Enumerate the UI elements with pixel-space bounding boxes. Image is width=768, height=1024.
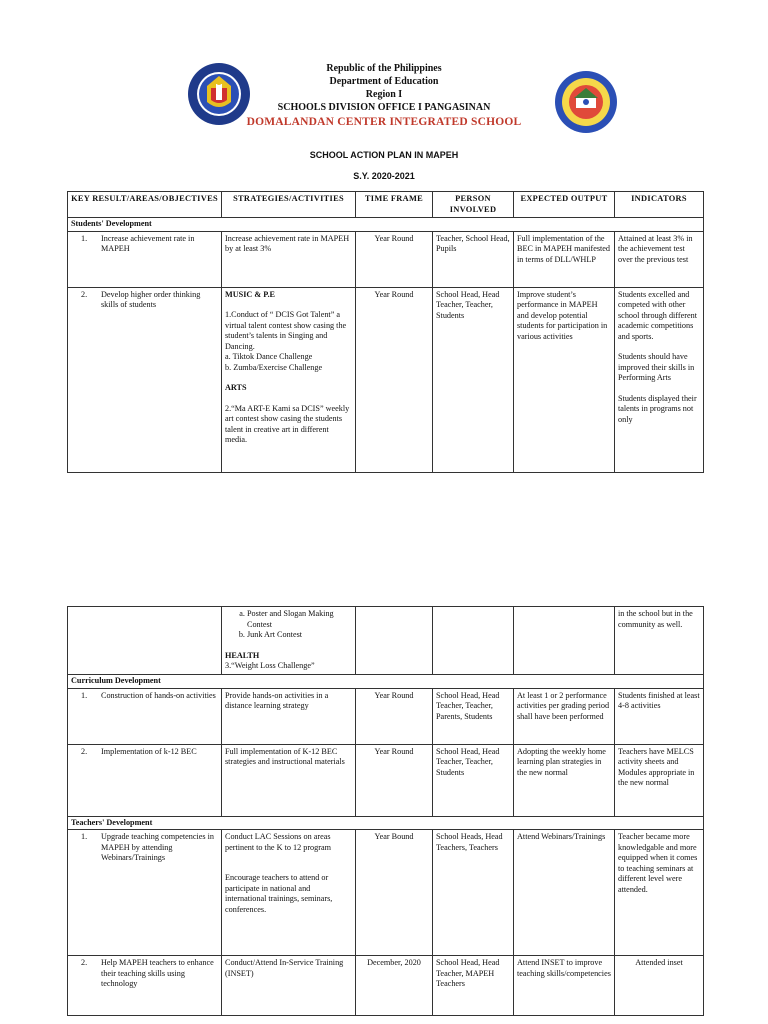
section-row-teachers (68, 816, 704, 830)
indicator-cell (615, 287, 704, 472)
person-cell: School Head, Head Teacher, Teacher, Parents, Students (433, 688, 514, 744)
row-number: 1. (81, 690, 88, 700)
time-frame-cell: Year Round (356, 231, 433, 287)
output-cell: Adopting the weekly home learning plan strategies in the new normal (514, 744, 615, 816)
time-frame-cell: Year Round (356, 688, 433, 744)
indicator-cell: Attended inset (615, 956, 704, 1016)
person-cell: School Head, Head Teacher, Teacher, Students (433, 744, 514, 816)
letterhead (0, 62, 768, 128)
col-header-objectives: KEY RESULT/AREAS/OBJECTIVES (68, 192, 222, 218)
row-number: 1. (81, 233, 88, 243)
strategy-text-1: Conduct LAC Sessions on areas pertinent to the K to 12 program (225, 832, 331, 852)
region-line: Region I (365, 89, 403, 100)
indicator-cell: Teacher became more knowledgable and more equipped when it comes to teaching seminars at different level were attended. (615, 830, 704, 956)
time-frame-cell: Year Bound (356, 830, 433, 956)
music-item-a: a. Tiktok Dance Challenge (225, 352, 313, 361)
indicator-cell: Teachers have MELCS activity sheets and Modules appropriate in the new normal (615, 744, 704, 816)
output-cell: Attend Webinars/Trainings (514, 830, 615, 956)
row-number: 2. (81, 289, 88, 299)
objective-cell (68, 744, 222, 816)
table-row-continued (68, 607, 704, 675)
col-header-indicators: INDICATORS (615, 192, 704, 218)
col-header-output: EXPECTED OUTPUT (514, 192, 615, 218)
row-number: 2. (81, 746, 88, 756)
output-cell: At least 1 or 2 performance activities per grading period shall have been performed (514, 688, 615, 744)
strategy-cell: Increase achievement rate in MAPEH by at least 3% (222, 231, 356, 287)
table-row (68, 287, 704, 472)
section-row-students (68, 218, 704, 232)
col-header-time-frame: TIME FRAME (356, 192, 433, 218)
objective-text: Help MAPEH teachers to enhance their teaching skills using technology (101, 958, 214, 988)
objective-cell (68, 688, 222, 744)
output-cell: Attend INSET to improve teaching skills/competencies (514, 956, 615, 1016)
person-cell: School Head, Head Teacher, Teacher, Students (433, 287, 514, 472)
row-number: 1. (81, 832, 88, 841)
table-row (68, 830, 704, 956)
section-label: Curriculum Development (68, 675, 704, 689)
section-row-curriculum (68, 675, 704, 689)
document-title: SCHOOL ACTION PLAN IN MAPEH (309, 150, 459, 160)
strategy-cell (222, 830, 356, 956)
table-row (68, 688, 704, 744)
music-pe-heading: MUSIC & P.E (225, 289, 275, 299)
row-number: 2. (81, 958, 88, 967)
output-cell (514, 607, 615, 675)
person-cell: Teacher, School Head, Pupils (433, 231, 514, 287)
objective-cell (68, 607, 222, 675)
table-header-row (68, 192, 704, 218)
table-row (68, 231, 704, 287)
school-name: DOMALANDAN CENTER INTEGRATED SCHOOL (246, 116, 522, 128)
time-frame-cell: Year Round (356, 744, 433, 816)
time-frame-cell (356, 607, 433, 675)
indicator-text-2: Students should have improved their skills in Performing Arts (618, 352, 695, 382)
arts-heading: ARTS (225, 383, 247, 392)
objective-cell (68, 830, 222, 956)
objective-text: Construction of hands-on activities (101, 690, 216, 700)
output-cell: Improve student’s performance in MAPEH and develop potential students for participation in various activities (514, 287, 615, 472)
strategy-cell: Provide hands-on activities in a distance learning strategy (222, 688, 356, 744)
indicator-text-3: Students displayed their talents in programs not only (618, 393, 697, 424)
strategy-text-2: Encourage teachers to attend or participate in national and international trainings, seminars, conferences. (225, 873, 333, 914)
objective-text: Implementation of k-12 BEC (101, 746, 197, 756)
col-header-strategies: STRATEGIES/ACTIVITIES (222, 192, 356, 218)
music-activity-text: 1.Conduct of “ DCIS Got Talent” a virtual talent contest show casing the student’s talents in Singing and Dancing. (225, 310, 347, 351)
indicator-cell: Students finished at least 4-8 activities (615, 688, 704, 744)
arts-item-b: b. Junk Art Contest (247, 630, 352, 641)
objective-cell (68, 287, 222, 472)
strategy-cell (222, 287, 356, 472)
arts-activity-text: 2.“Ma ART-E Kami sa DCIS” weekly art contest show casing the students talent in creative art in different media. (225, 403, 350, 444)
output-cell: Full implementation of the BEC in MAPEH manifested in terms of DLL/WHLP (514, 231, 615, 287)
person-cell (433, 607, 514, 675)
action-plan-table-part2 (67, 606, 704, 1016)
strategy-cell: Conduct/Attend In-Service Training (INSET) (222, 956, 356, 1016)
time-frame-cell: Year Round (356, 287, 433, 472)
time-frame-cell: December, 2020 (356, 956, 433, 1016)
person-cell: School Head, Head Teacher, MAPEH Teachers (433, 956, 514, 1016)
republic-line: Republic of the Philippines (326, 63, 442, 74)
objective-text: Increase achievement rate in MAPEH (101, 233, 195, 253)
school-year: S.Y. 2020-2021 (353, 171, 415, 181)
strategy-cell: Full implementation of K-12 BEC strategies and instructional materials (222, 744, 356, 816)
col-header-person: PERSON INVOLVED (433, 192, 514, 218)
strategy-cell (222, 607, 356, 675)
department-line: Department of Education (329, 76, 439, 87)
table-row (68, 956, 704, 1016)
indicator-cell: Attained at least 3% in the achievement test over the previous test (615, 231, 704, 287)
section-label: Teachers' Development (68, 816, 704, 830)
action-plan-table-part1 (67, 191, 704, 473)
objective-cell (68, 231, 222, 287)
division-line: SCHOOLS DIVISION OFFICE I PANGASINAN (277, 102, 491, 113)
health-activity-text: 3.“Weight Loss Challenge” (225, 661, 315, 670)
indicator-text-1: Students excelled and competed with other school through different academic competitions and sports. (618, 289, 697, 341)
objective-text: Upgrade teaching competencies in MAPEH by attending Webinars/Trainings (101, 832, 214, 862)
indicator-cell: in the school but in the community as well. (615, 607, 704, 675)
person-cell: School Heads, Head Teachers, Teachers (433, 830, 514, 956)
section-label: Students' Development (68, 218, 704, 232)
table-row (68, 744, 704, 816)
health-heading: HEALTH (225, 650, 260, 660)
objective-text: Develop higher order thinking skills of students (101, 289, 201, 309)
arts-item-a: a. Poster and Slogan Making Contest (247, 609, 352, 630)
objective-cell (68, 956, 222, 1016)
music-item-b: b. Zumba/Exercise Challenge (225, 362, 323, 372)
